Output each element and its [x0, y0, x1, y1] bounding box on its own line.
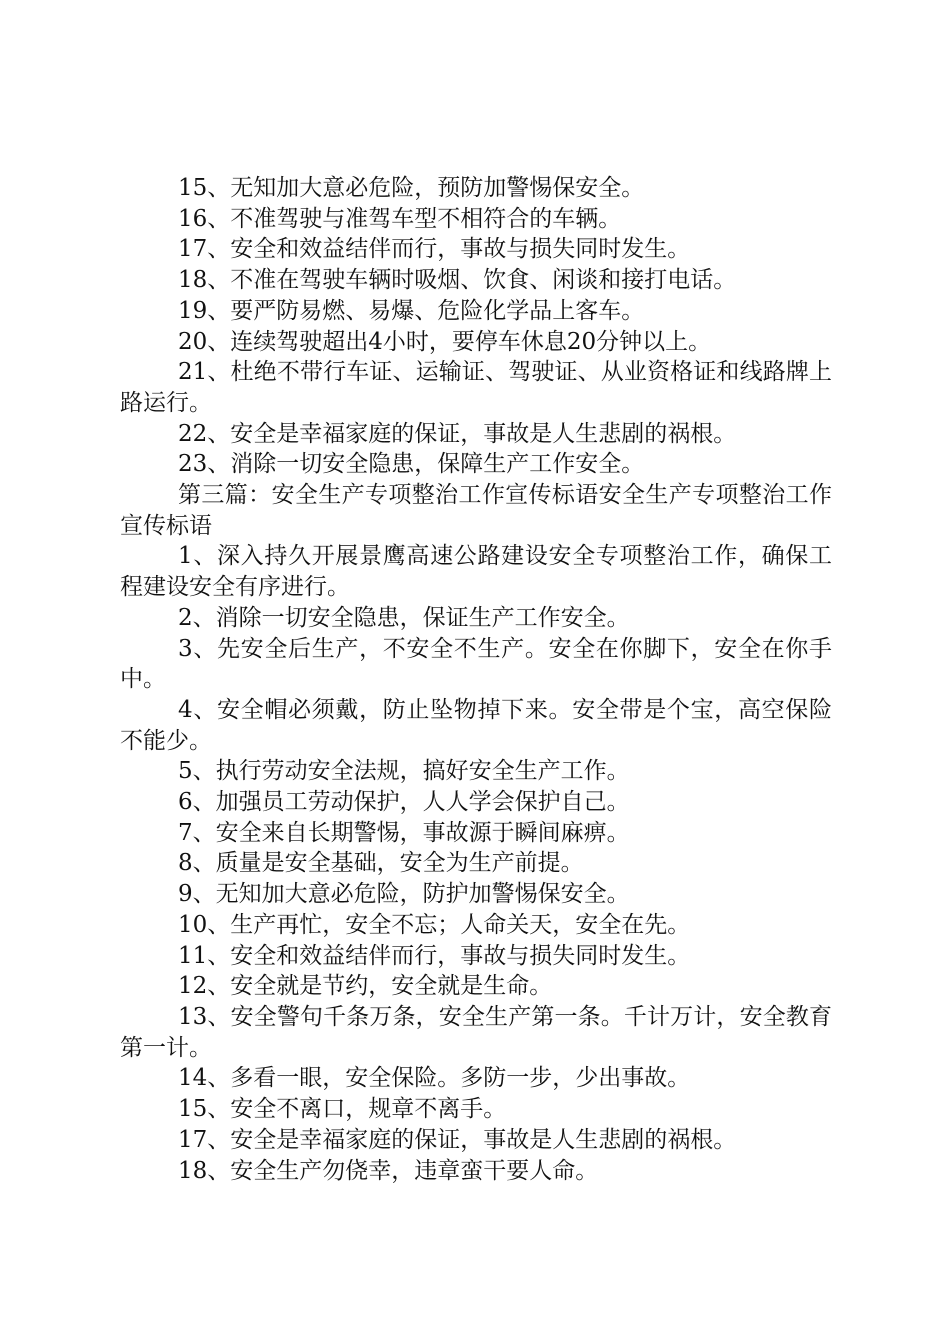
paragraph: 4、安全帽必须戴，防止坠物掉下来。安全带是个宝，高空保险不能少。 [120, 696, 832, 754]
paragraph: 21、杜绝不带行车证、运输证、驾驶证、从业资格证和线路牌上路运行。 [120, 359, 832, 416]
paragraph: 10、生产再忙，安全不忘；人命关天，安全在先。 [178, 911, 691, 938]
paragraph: 18、安全生产勿侥幸，违章蛮干要人命。 [178, 1157, 599, 1184]
paragraph: 15、安全不离口，规章不离手。 [178, 1096, 507, 1123]
paragraph: 5、执行劳动安全法规，搞好安全生产工作。 [178, 758, 630, 785]
paragraph: 20、连续驾驶超出4小时，要停车休息20分钟以上。 [178, 328, 712, 355]
paragraph: 13、安全警句千条万条，安全生产第一条。千计万计，安全教育第一计。 [120, 1003, 832, 1061]
paragraph: 22、安全是幸福家庭的保证，事故是人生悲剧的祸根。 [178, 420, 737, 447]
paragraph: 6、加强员工劳动保护，人人学会保护自己。 [178, 789, 630, 816]
paragraph: 17、安全和效益结伴而行，事故与损失同时发生。 [178, 236, 691, 263]
paragraph: 23、消除一切安全隐患，保障生产工作安全。 [178, 451, 645, 478]
paragraph: 17、安全是幸福家庭的保证，事故是人生悲剧的祸根。 [178, 1126, 737, 1153]
paragraph: 2、消除一切安全隐患，保证生产工作安全。 [178, 604, 630, 631]
paragraph: 8、质量是安全基础，安全为生产前提。 [178, 850, 584, 877]
paragraph: 14、多看一眼，安全保险。多防一步，少出事故。 [178, 1065, 691, 1092]
paragraph: 11、安全和效益结伴而行，事故与损失同时发生。 [178, 942, 691, 969]
paragraph: 19、要严防易燃、易爆、危险化学品上客车。 [178, 297, 645, 324]
paragraph: 3、先安全后生产，不安全不生产。安全在你脚下，安全在你手中。 [120, 635, 832, 693]
paragraph: 9、无知加大意必危险，防护加警惕保安全。 [178, 881, 630, 908]
document-body [120, 173, 832, 1186]
paragraph: 16、不准驾驶与准驾车型不相符合的车辆。 [178, 205, 622, 232]
paragraph: 12、安全就是节约，安全就是生命。 [178, 973, 553, 1000]
paragraph: 15、无知加大意必危险，预防加警惕保安全。 [178, 175, 645, 201]
paragraph: 7、安全来自长期警惕，事故源于瞬间麻痹。 [178, 819, 630, 846]
paragraph: 1、深入持久开展景鹰高速公路建设安全专项整治工作，确保工程建设安全有序进行。 [120, 543, 832, 601]
section-heading: 第三篇：安全生产专项整治工作宣传标语安全生产专项整治工作宣传标语 [120, 482, 832, 539]
paragraph: 18、不准在驾驶车辆时吸烟、饮食、闲谈和接打电话。 [178, 267, 737, 294]
